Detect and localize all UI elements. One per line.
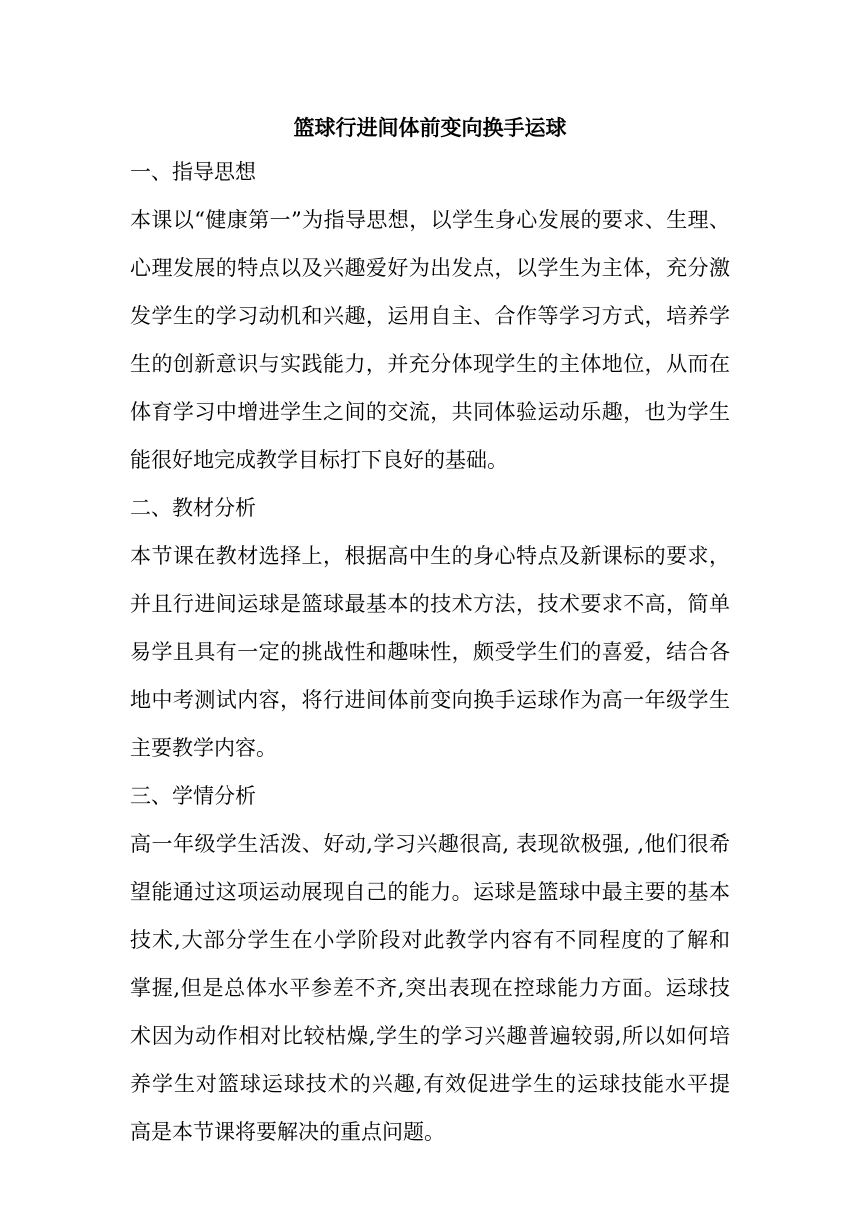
paragraph-line: 本课以“健康第一”为指导思想，以学生身心发展的要求、生理、 (130, 208, 730, 232)
section-heading-student-analysis: 三、学情分析 (130, 784, 256, 808)
paragraph-line: 本节课在教材选择上，根据高中生的身心特点及新课标的要求， (130, 544, 730, 568)
paragraph-line: 能很好地完成教学目标打下良好的基础。 (130, 448, 508, 472)
paragraph-line: 望能通过这项运动展现自己的能力。运球是篮球中最主要的基本 (130, 880, 730, 904)
paragraph-line: 高一年级学生活泼、好动,学习兴趣很高, 表现欲极强, ,他们很希 (130, 832, 730, 856)
paragraph-line: 心理发展的特点以及兴趣爱好为出发点，以学生为主体，充分激 (130, 256, 730, 280)
paragraph-line: 养学生对篮球运球技术的兴趣,有效促进学生的运球技能水平提 (130, 1072, 730, 1096)
paragraph-line: 掌握,但是总体水平参差不齐,突出表现在控球能力方面。运球技 (130, 976, 730, 1000)
section-heading-material-analysis: 二、教材分析 (130, 496, 256, 520)
document-title: 篮球行进间体前变向换手运球 (293, 115, 567, 140)
paragraph-line: 主要教学内容。 (130, 736, 277, 760)
paragraph-line: 技术,大部分学生在小学阶段对此教学内容有不同程度的了解和 (130, 928, 730, 952)
paragraph-line: 高是本节课将要解决的重点问题。 (130, 1120, 445, 1144)
paragraph-line: 易学且具有一定的挑战性和趣味性，颇受学生们的喜爱，结合各 (130, 640, 730, 664)
paragraph-line: 发学生的学习动机和兴趣，运用自主、合作等学习方式，培养学 (130, 304, 730, 328)
paragraph-line: 生的创新意识与实践能力，并充分体现学生的主体地位，从而在 (130, 352, 730, 376)
paragraph-line: 术因为动作相对比较枯燥,学生的学习兴趣普遍较弱,所以如何培 (130, 1024, 730, 1048)
section-heading-guiding-ideology: 一、指导思想 (130, 160, 256, 184)
paragraph-line: 并且行进间运球是篮球最基本的技术方法，技术要求不高，简单 (130, 592, 730, 616)
paragraph-line: 体育学习中增进学生之间的交流，共同体验运动乐趣，也为学生 (130, 400, 730, 424)
paragraph-line: 地中考测试内容，将行进间体前变向换手运球作为高一年级学生 (130, 688, 730, 712)
